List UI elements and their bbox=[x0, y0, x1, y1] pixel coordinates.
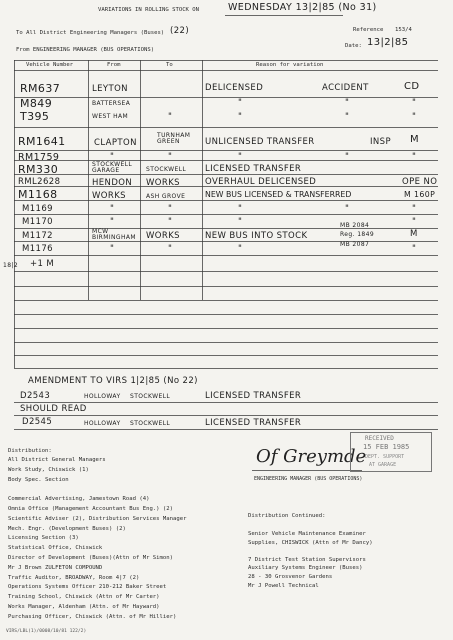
col-from: From bbox=[107, 62, 121, 68]
row-reason: OVERHAUL DELICENSED bbox=[205, 177, 317, 187]
distribution-item: Purchasing Officer, Chiswick (Attn. of Mr Hillier) bbox=[8, 613, 177, 620]
row-code: " bbox=[412, 98, 417, 108]
distribution-item: Licensing Section (3) bbox=[8, 535, 79, 542]
to-number: (22) bbox=[170, 26, 190, 36]
row-extra: Reg. 1849 bbox=[340, 231, 375, 238]
distribution-item: Works Manager, Aldenham (Attn. of Mr Hayward) bbox=[8, 604, 160, 610]
row-extra: " bbox=[345, 112, 350, 122]
signature-caption: ENGINEERING MANAGER (BUS OPERATIONS) bbox=[254, 476, 363, 482]
row-reason: NEW BUS LICENSED & TRANSFERRED bbox=[205, 190, 352, 199]
distribution-item: Supplies, CHISWICK (Attn of Mr Dancy) bbox=[248, 539, 373, 546]
col-reason: Reason for variation bbox=[256, 62, 324, 68]
rule bbox=[14, 328, 438, 329]
title-prefix: VARIATIONS IN ROLLING STOCK ON bbox=[98, 7, 200, 13]
distribution-item: Omnia Office (Management Accountant Bus Eng.) (2) bbox=[8, 506, 174, 512]
row-to: STOCKWELL bbox=[146, 166, 187, 173]
row-reason: LICENSED TRANSFER bbox=[205, 164, 302, 174]
row-vehicle: RM1641 bbox=[18, 135, 66, 148]
row-from: " bbox=[110, 152, 115, 162]
row-vehicle: RM637 bbox=[20, 82, 61, 95]
table-col-divider-3 bbox=[202, 60, 203, 300]
amendment-row2-to: STOCKWELL bbox=[130, 420, 171, 427]
row-vehicle: M1168 bbox=[18, 188, 58, 201]
distribution-item: Scientific Adviser (2), Distribution Services Manager bbox=[8, 515, 187, 522]
row-code: M bbox=[410, 229, 418, 239]
row-from: HENDON bbox=[92, 178, 133, 188]
row-to: ASH GROVE bbox=[146, 193, 186, 200]
rule bbox=[14, 415, 438, 416]
amendment-row1-vehicle: D2543 bbox=[20, 391, 51, 401]
amendment-row1-reason: LICENSED TRANSFER bbox=[205, 391, 302, 401]
row-from: WEST HAM bbox=[92, 113, 129, 120]
total-note: +1 M bbox=[30, 259, 55, 269]
row-vehicle: RM330 bbox=[18, 163, 59, 176]
rule bbox=[14, 355, 438, 356]
distribution-item: Auxiliary Systems Engineer (Buses) bbox=[248, 565, 363, 572]
reference-value: 153/4 bbox=[395, 27, 412, 33]
rule bbox=[14, 228, 438, 229]
row-extra: " bbox=[345, 98, 350, 108]
row-from: BATTERSEA bbox=[92, 100, 131, 107]
row-from: MCW BIRMINGHAM bbox=[92, 228, 136, 241]
row-from: " bbox=[110, 204, 115, 214]
amendment-heading: AMENDMENT TO VIRS 1|2|85 (No 22) bbox=[28, 376, 198, 386]
row-to: " bbox=[168, 152, 173, 162]
row-vehicle: M1176 bbox=[22, 244, 53, 254]
row-vehicle: RM1759 bbox=[18, 152, 60, 163]
row-to: " bbox=[168, 244, 173, 254]
form-code: VIRS/LBL(1)/0008/10/81 122/2) bbox=[6, 629, 87, 634]
row-reason: DELICENSED bbox=[205, 83, 264, 93]
row-code: " bbox=[412, 244, 417, 254]
distribution-continued-heading: Distribution Continued: bbox=[248, 513, 326, 519]
rule bbox=[14, 300, 438, 301]
table-col-divider-1 bbox=[88, 60, 89, 300]
row-from: LEYTON bbox=[92, 84, 128, 94]
row-code: " bbox=[412, 152, 417, 162]
title-underline bbox=[225, 15, 343, 16]
row-to: " bbox=[168, 204, 173, 214]
row-from: CLAPTON bbox=[94, 138, 137, 148]
received-stamp bbox=[350, 432, 432, 472]
row-reason: NEW BUS INTO STOCK bbox=[205, 231, 308, 241]
row-vehicle: M849 bbox=[20, 97, 53, 110]
distribution-item: 7 District Test Station Supervisors bbox=[248, 556, 366, 563]
row-vehicle: M1172 bbox=[22, 231, 53, 241]
rule bbox=[14, 255, 438, 256]
rule bbox=[14, 342, 438, 343]
reference-label: Reference bbox=[353, 27, 384, 33]
rule bbox=[14, 214, 438, 215]
row-extra: " bbox=[345, 204, 350, 214]
row-vehicle: M1170 bbox=[22, 217, 53, 227]
from-line: From ENGINEERING MANAGER (BUS OPERATIONS) bbox=[16, 47, 155, 53]
amendment-row2-reason: LICENSED TRANSFER bbox=[205, 418, 302, 428]
distribution-item: Body Spec. Section bbox=[8, 476, 69, 483]
row-to: WORKS bbox=[146, 178, 180, 188]
row-reason: UNLICENSED TRANSFER bbox=[205, 137, 315, 147]
row-to: " bbox=[168, 217, 173, 227]
row-extra: MB 2084 bbox=[340, 222, 370, 229]
rule bbox=[14, 97, 438, 98]
table-top-rule bbox=[14, 60, 438, 61]
row-vehicle: M1169 bbox=[22, 204, 53, 214]
rule bbox=[14, 160, 438, 161]
stamp-line1: RECEIVED bbox=[365, 435, 394, 442]
amendment-should-read: SHOULD READ bbox=[20, 404, 87, 414]
row-reason: " bbox=[238, 204, 243, 214]
row-reason: " bbox=[238, 217, 243, 227]
rule bbox=[14, 127, 438, 128]
date-label: Date: bbox=[345, 43, 362, 49]
distribution-item: Director of Development (Buses)(Attn of Mr Simon) bbox=[8, 555, 174, 561]
rule bbox=[14, 402, 438, 403]
distribution-heading: Distribution: bbox=[8, 448, 52, 454]
table-header-rule bbox=[14, 70, 438, 71]
row-reason: " bbox=[238, 152, 243, 162]
distribution-item: Mr J Brown ZULFETON COMPOUND bbox=[8, 564, 103, 571]
stamp-line3: DEPT. SUPPORT bbox=[365, 454, 405, 460]
row-from: STOCKWELL GARAGE bbox=[92, 161, 133, 174]
row-to: WORKS bbox=[146, 231, 180, 241]
distribution-item: Statistical Office, Chiswick bbox=[8, 545, 103, 552]
col-vehicle-number: Vehicle Number bbox=[26, 62, 74, 68]
row-reason: " bbox=[238, 98, 243, 108]
row-extra: MB 2087 bbox=[340, 241, 370, 248]
rule bbox=[14, 314, 438, 315]
rule bbox=[14, 286, 438, 287]
table-col-divider-2 bbox=[140, 60, 141, 300]
amendment-row1-from: HOLLOWAY bbox=[84, 393, 121, 400]
row-from: WORKS bbox=[92, 191, 126, 201]
row-to: " bbox=[168, 112, 173, 122]
stamp-line2: 15 FEB 1985 bbox=[363, 443, 410, 451]
row-code: " bbox=[412, 204, 417, 214]
amendment-row2-from: HOLLOWAY bbox=[84, 420, 121, 427]
row-code: M bbox=[410, 134, 420, 145]
row-extra: INSP bbox=[370, 137, 391, 147]
distribution-item: Traffic Auditor, BROADWAY, Room 4|7 (2) bbox=[8, 574, 140, 581]
distribution-item: Mech. Engr. (Development Buses) (2) bbox=[8, 525, 126, 532]
rule bbox=[14, 271, 438, 272]
row-vehicle: T395 bbox=[20, 110, 50, 123]
distribution-item: Commercial Advertising, Jamestown Road (4) bbox=[8, 496, 150, 503]
row-extra: ACCIDENT bbox=[322, 83, 369, 93]
distribution-item: All District General Managers bbox=[8, 457, 106, 463]
signature-rule bbox=[252, 470, 362, 471]
row-to: TURNHAM GREEN bbox=[157, 132, 191, 145]
rule bbox=[14, 241, 438, 242]
title-date-handwritten: WEDNESDAY 13|2|85 (No 31) bbox=[228, 2, 377, 13]
amendment-row1-to: STOCKWELL bbox=[130, 393, 171, 400]
rule bbox=[14, 174, 438, 175]
date-value: 13|2|85 bbox=[367, 37, 409, 48]
row-reason: " bbox=[238, 112, 243, 122]
rule bbox=[14, 429, 438, 430]
distribution-item: Training School, Chiswick (Attn of Mr Carter) bbox=[8, 594, 160, 601]
signature: Of Greymde bbox=[256, 446, 367, 467]
row-vehicle: RML2628 bbox=[18, 177, 61, 187]
row-code: M 160P bbox=[404, 190, 436, 199]
stamp-line4: AT GARAGE bbox=[369, 462, 397, 468]
row-from: " bbox=[110, 244, 115, 254]
distribution-item: 28 - 30 Grosvenor Gardens bbox=[248, 574, 333, 580]
row-from: " bbox=[110, 217, 115, 227]
row-code: " bbox=[412, 112, 417, 122]
row-code: OPE NO bbox=[402, 177, 438, 187]
rule bbox=[14, 150, 438, 151]
row-reason: " bbox=[238, 244, 243, 254]
row-code: CD bbox=[404, 81, 420, 92]
col-to: To bbox=[166, 62, 173, 68]
rule bbox=[14, 200, 438, 201]
row-code: " bbox=[412, 217, 417, 227]
distribution-item: Operations Systems Officer 210-212 Baker Street bbox=[8, 584, 167, 591]
distribution-item: Work Study, Chiswick (1) bbox=[8, 466, 89, 473]
row-extra: " bbox=[345, 152, 350, 162]
amendment-row2-vehicle: D2545 bbox=[22, 417, 53, 427]
margin-note: 18|2 bbox=[3, 262, 19, 269]
distribution-item: Mr J Powell Technical bbox=[248, 582, 319, 589]
to-line: To All District Engineering Managers (Buses) bbox=[16, 30, 165, 36]
rule bbox=[14, 368, 438, 369]
distribution-item: Senior Vehicle Maintenance Examiner bbox=[248, 531, 366, 537]
